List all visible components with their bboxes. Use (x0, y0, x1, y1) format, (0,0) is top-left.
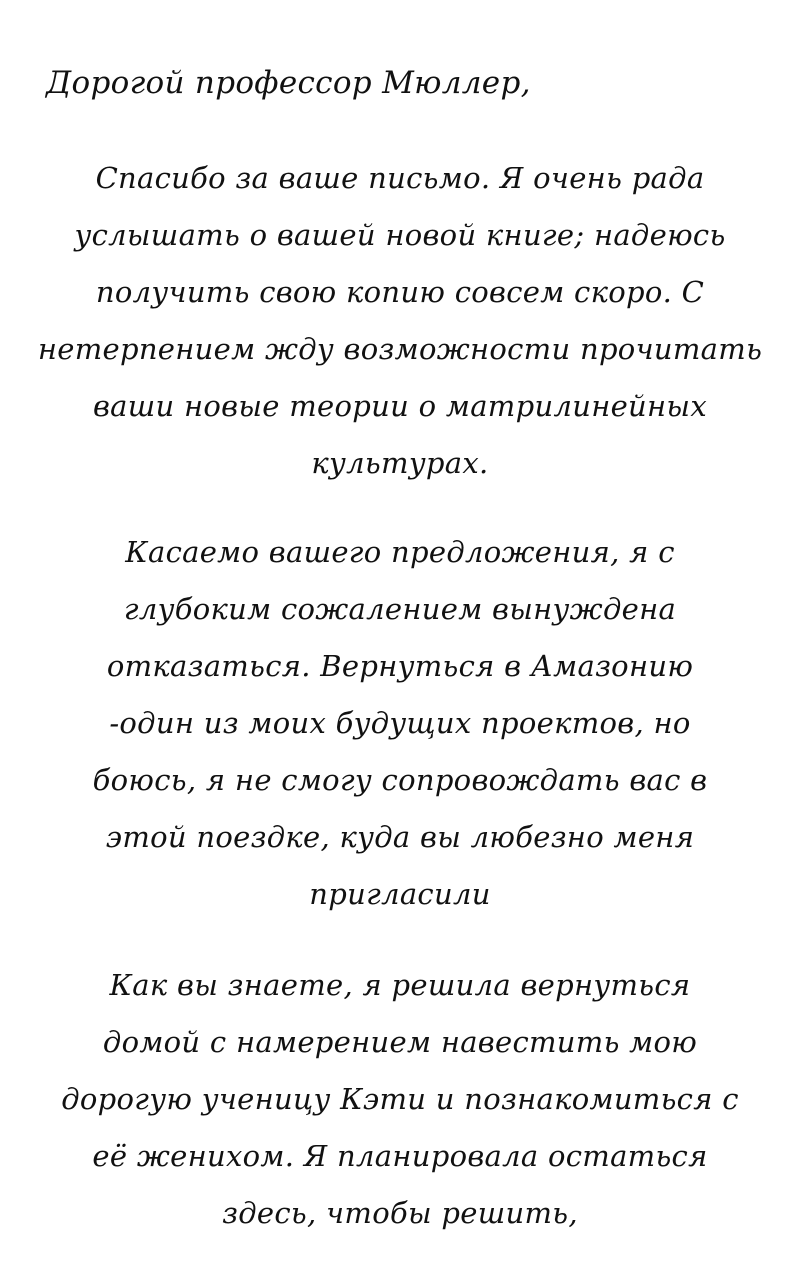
text-line: Касаемо вашего предложения, я с (125, 535, 675, 569)
text-line: здесь, чтобы решить, (222, 1196, 578, 1230)
text-line: пригласили (309, 877, 491, 911)
text-line: отказаться. Вернуться в Амазонию (106, 649, 694, 683)
letter-salutation: Дорогой профессор Мюллер, (46, 65, 531, 101)
text-line: этой поездке, куда вы любезно меня (105, 820, 695, 854)
text-line: -один из моих будущих проектов, но (109, 706, 691, 740)
text-line: домой с намерением навестить мою (102, 1025, 698, 1059)
letter-paragraph-1 (24, 150, 776, 492)
text-line: услышать о вашей новой книге; надеюсь (74, 218, 726, 252)
text-line: ваши новые теории о матрилинейных (92, 389, 708, 423)
text-line: получить свою копию совсем скоро. С (95, 275, 705, 309)
text-line: Спасибо за ваше письмо. Я очень рада (95, 161, 705, 195)
text-line: глубоким сожалением вынуждена (123, 592, 677, 626)
letter-paragraph-2 (24, 524, 776, 923)
text-line: дорогую ученицу Кэти и познакомиться с (61, 1082, 739, 1116)
text-line: культурах. (311, 446, 489, 480)
text-line: боюсь, я не смогу сопровождать вас в (92, 763, 708, 797)
text-line: Как вы знаете, я решила вернуться (109, 968, 691, 1002)
text-line: нетерпением жду возможности прочитать (37, 332, 763, 366)
letter-paragraph-3 (24, 957, 776, 1242)
text-line: её женихом. Я планировала остаться (92, 1139, 708, 1173)
